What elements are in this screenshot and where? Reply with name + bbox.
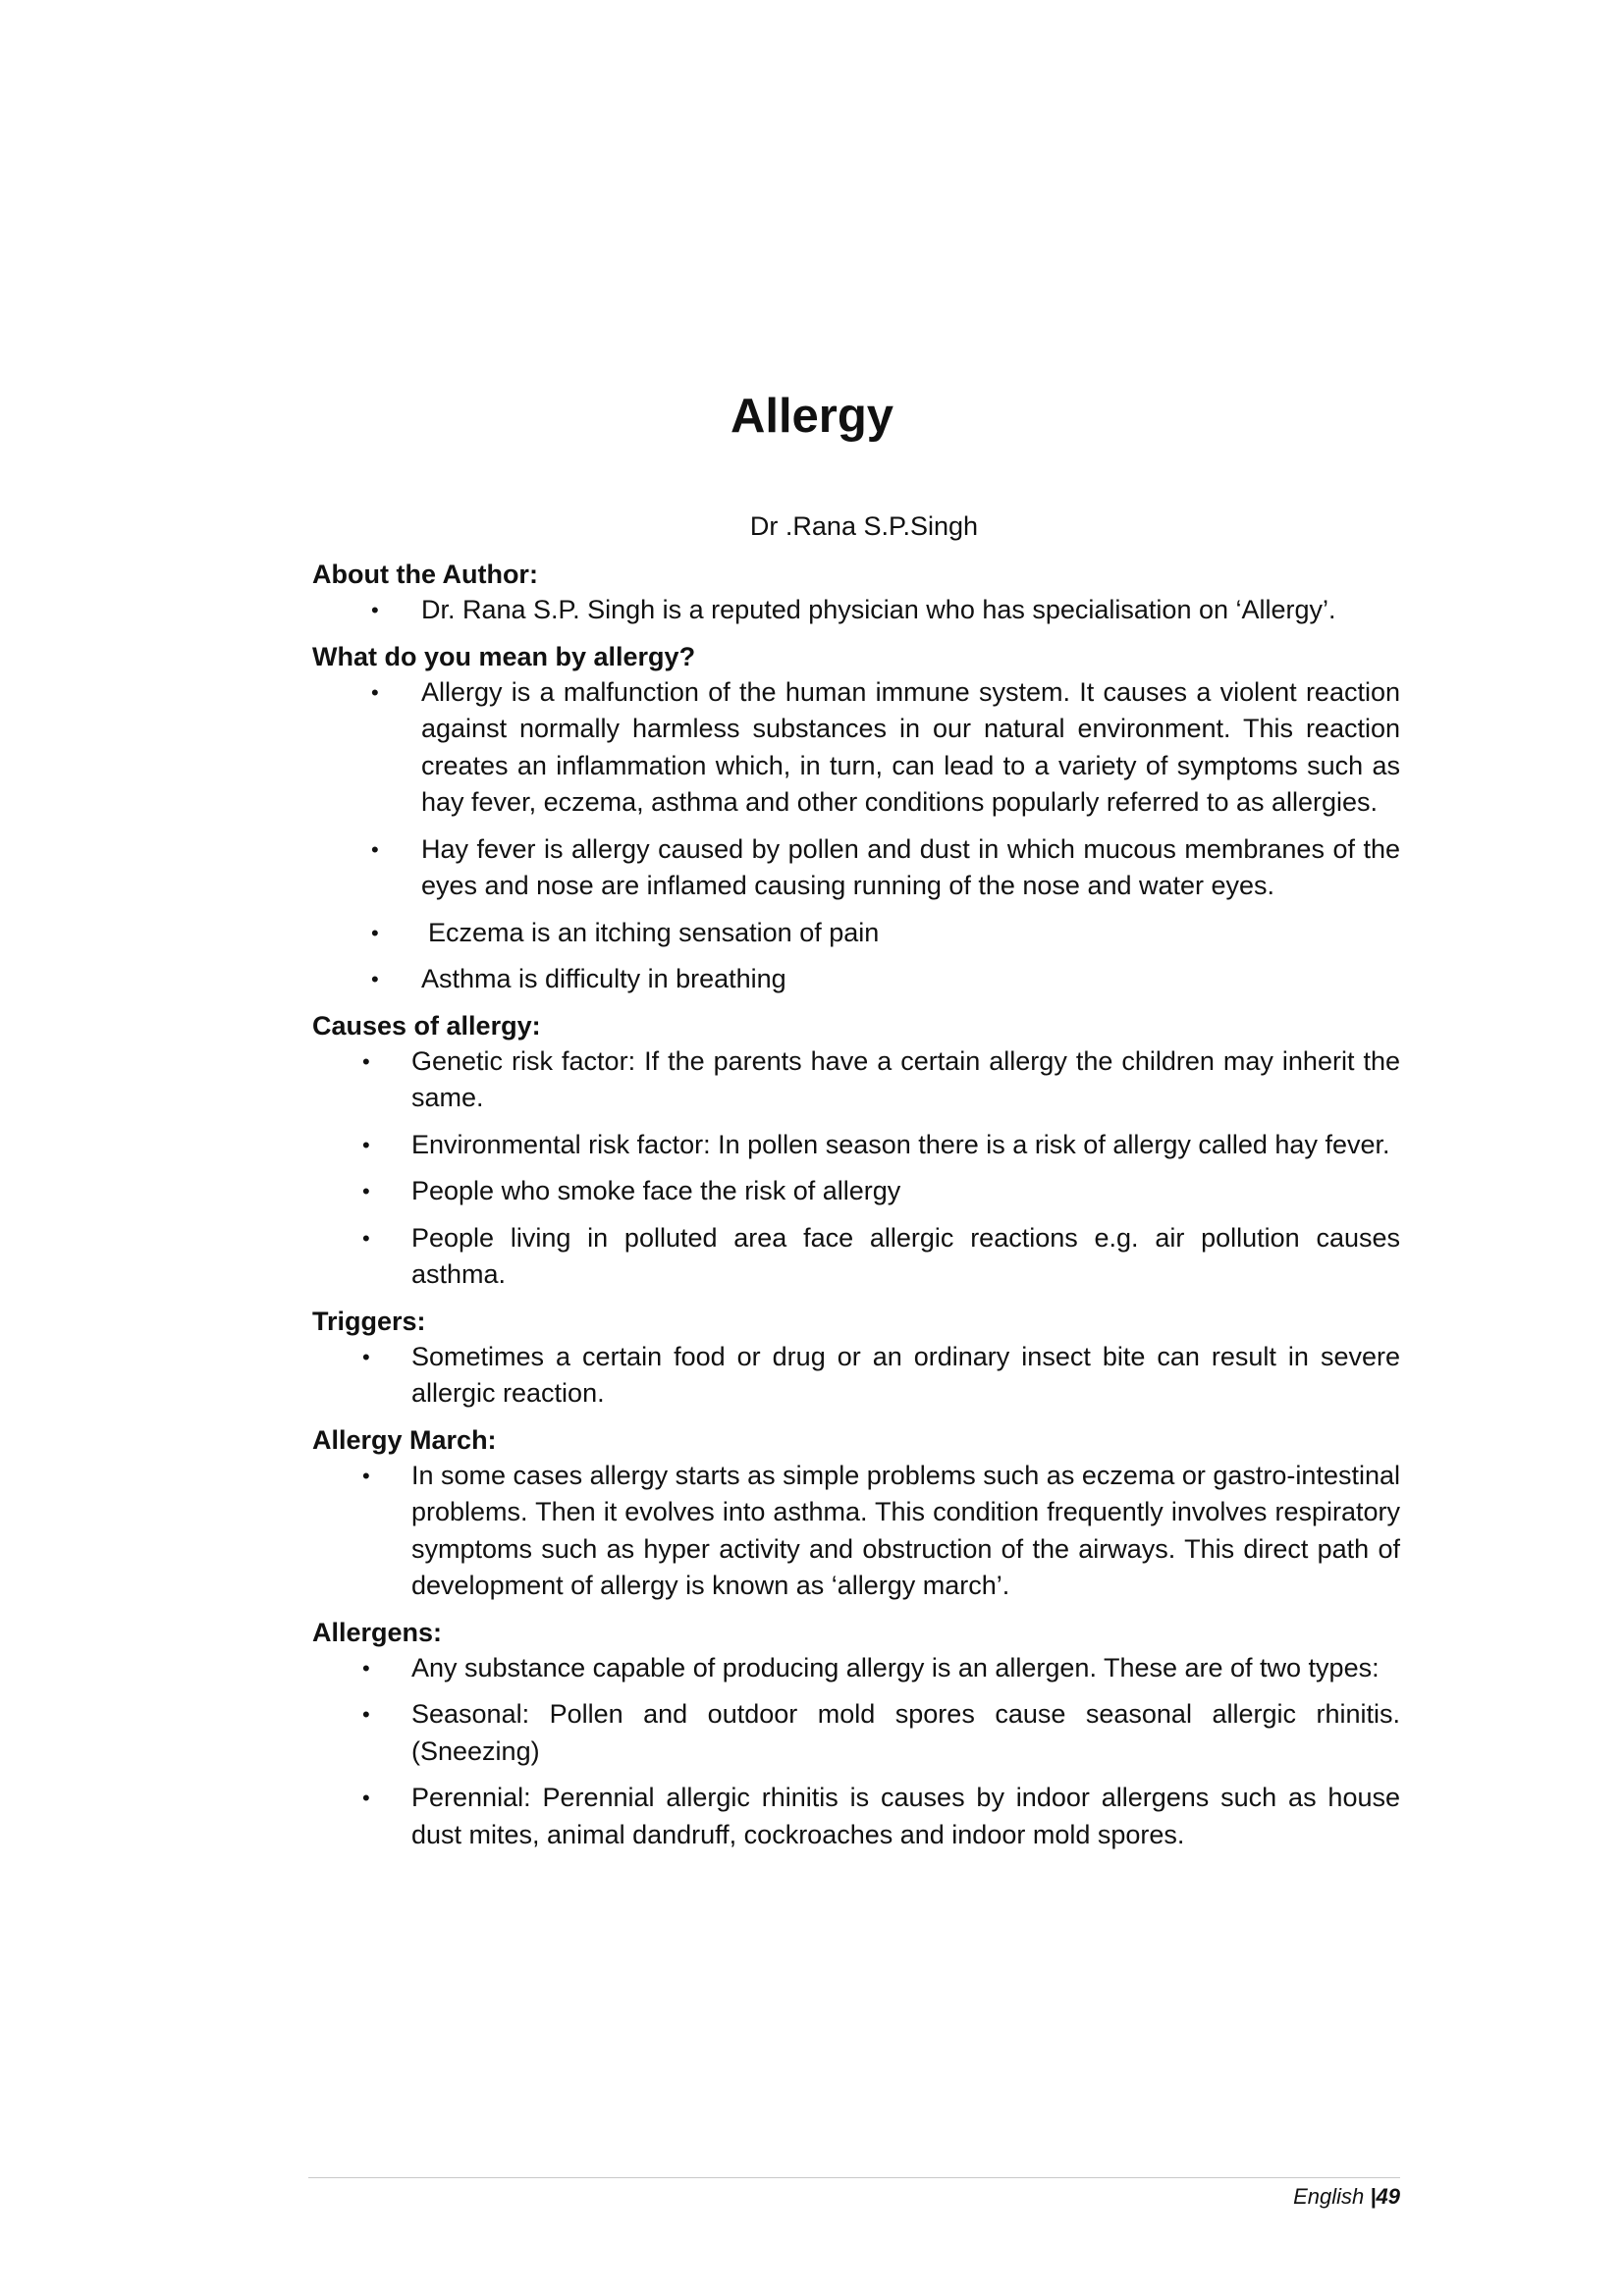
section-meaning — [312, 639, 1400, 998]
footer-divider — [308, 2177, 1400, 2178]
bullet-icon: • — [371, 598, 379, 622]
list-item — [312, 915, 1400, 952]
section-allergy-march — [312, 1422, 1400, 1605]
list-item-text: People who smoke face the risk of allergy — [411, 1176, 901, 1205]
list-item — [312, 831, 1400, 905]
page-title: Allergy — [730, 390, 894, 443]
list-item — [312, 1780, 1400, 1853]
section-heading: Causes of allergy: — [312, 1010, 541, 1041]
bullet-list — [312, 1339, 1400, 1413]
section-heading: Allergens: — [312, 1617, 443, 1647]
list-item — [312, 592, 1400, 629]
bullet-icon: • — [362, 1786, 370, 1810]
bullet-list — [312, 1043, 1400, 1294]
section-heading: Allergy March: — [312, 1424, 497, 1455]
list-item-text: Hay fever is allergy caused by pollen and dust in which mucous membranes of the eyes and nose are inflamed causing running of the nose and water eyes. — [421, 833, 1400, 900]
bullet-icon: • — [362, 1179, 370, 1203]
bullet-icon: • — [371, 920, 379, 945]
footer-separator: | — [1370, 2184, 1377, 2209]
page-number: 49 — [1376, 2184, 1400, 2209]
list-item-text: Seasonal: Pollen and outdoor mold spores cause seasonal allergic rhinitis. (Sneezing) — [411, 1699, 1400, 1766]
bullet-icon: • — [362, 1702, 370, 1727]
bullet-list — [312, 592, 1400, 629]
list-item — [312, 961, 1400, 998]
list-item-text: In some cases allergy starts as simple problems such as eczema or gastro-intestinal problems. Then it evolves into asthma. This condition frequently involves respiratory symptoms such as hyper activity and obstruction of the airways. This direct path of development of allergy is known as ‘allergy march’. — [411, 1460, 1400, 1600]
bullet-list — [312, 1458, 1400, 1605]
list-item — [312, 1220, 1400, 1294]
page-footer — [1293, 2181, 1400, 2213]
bullet-icon: • — [362, 1048, 370, 1074]
list-item-text: People living in polluted area face allergic reactions e.g. air pollution causes asthma. — [411, 1222, 1400, 1289]
list-item-text: Asthma is difficulty in breathing — [421, 964, 786, 993]
list-item — [312, 1650, 1400, 1687]
list-item — [312, 1173, 1400, 1210]
list-item-text: Allergy is a malfunction of the human immune system. It causes a violent reaction against normally harmless substances in our natural environment. This reaction creates an inflammation which, in turn, can lead to a variety of symptoms such as hay fever, eczema, asthma and other conditions popularly referred to as allergies. — [421, 676, 1400, 817]
list-item — [312, 1458, 1400, 1605]
list-item — [312, 1127, 1400, 1164]
bullet-icon: • — [362, 1463, 370, 1488]
list-item — [312, 1043, 1400, 1117]
bullet-list — [312, 674, 1400, 998]
list-item-text: Any substance capable of producing allergy is an allergen. These are of two types: — [411, 1652, 1380, 1682]
section-heading: About the Author: — [312, 560, 538, 589]
list-item — [312, 1339, 1400, 1413]
bullet-icon: • — [371, 679, 379, 705]
bullet-icon: • — [362, 1655, 370, 1681]
list-item-text: Eczema is an itching sensation of pain — [428, 917, 880, 947]
list-item-text: Dr. Rana S.P. Singh is a reputed physician who has specialisation on ‘Allergy’. — [421, 595, 1336, 624]
list-item-text: Environmental risk factor: In pollen season there is a risk of allergy called hay fever. — [411, 1129, 1390, 1159]
bullet-list — [312, 1650, 1400, 1854]
section-about — [312, 557, 1400, 629]
list-item-text: Genetic risk factor: If the parents have a certain allergy the children may inherit the same. — [411, 1045, 1400, 1112]
section-heading: What do you mean by allergy? — [312, 641, 696, 671]
bullet-icon: • — [362, 1225, 370, 1251]
list-item-text: Perennial: Perennial allergic rhinitis is causes by indoor allergens such as house dust mites, animal dandruff, cockroaches and indoor mold spores. — [411, 1783, 1400, 1849]
bullet-icon: • — [371, 967, 379, 991]
section-causes — [312, 1008, 1400, 1294]
bullet-icon: • — [371, 836, 379, 862]
section-triggers — [312, 1304, 1400, 1413]
list-item-text: Sometimes a certain food or drug or an ordinary insect bite can result in severe allergic reaction. — [411, 1341, 1400, 1408]
footer-label: English — [1293, 2184, 1365, 2209]
list-item — [312, 1696, 1400, 1770]
list-item — [312, 674, 1400, 822]
section-heading: Triggers: — [312, 1306, 426, 1336]
document-body — [312, 557, 1400, 1863]
section-allergens — [312, 1615, 1400, 1854]
bullet-icon: • — [362, 1344, 370, 1369]
author-byline: Dr .Rana S.P.Singh — [749, 511, 979, 541]
bullet-icon: • — [362, 1132, 370, 1157]
